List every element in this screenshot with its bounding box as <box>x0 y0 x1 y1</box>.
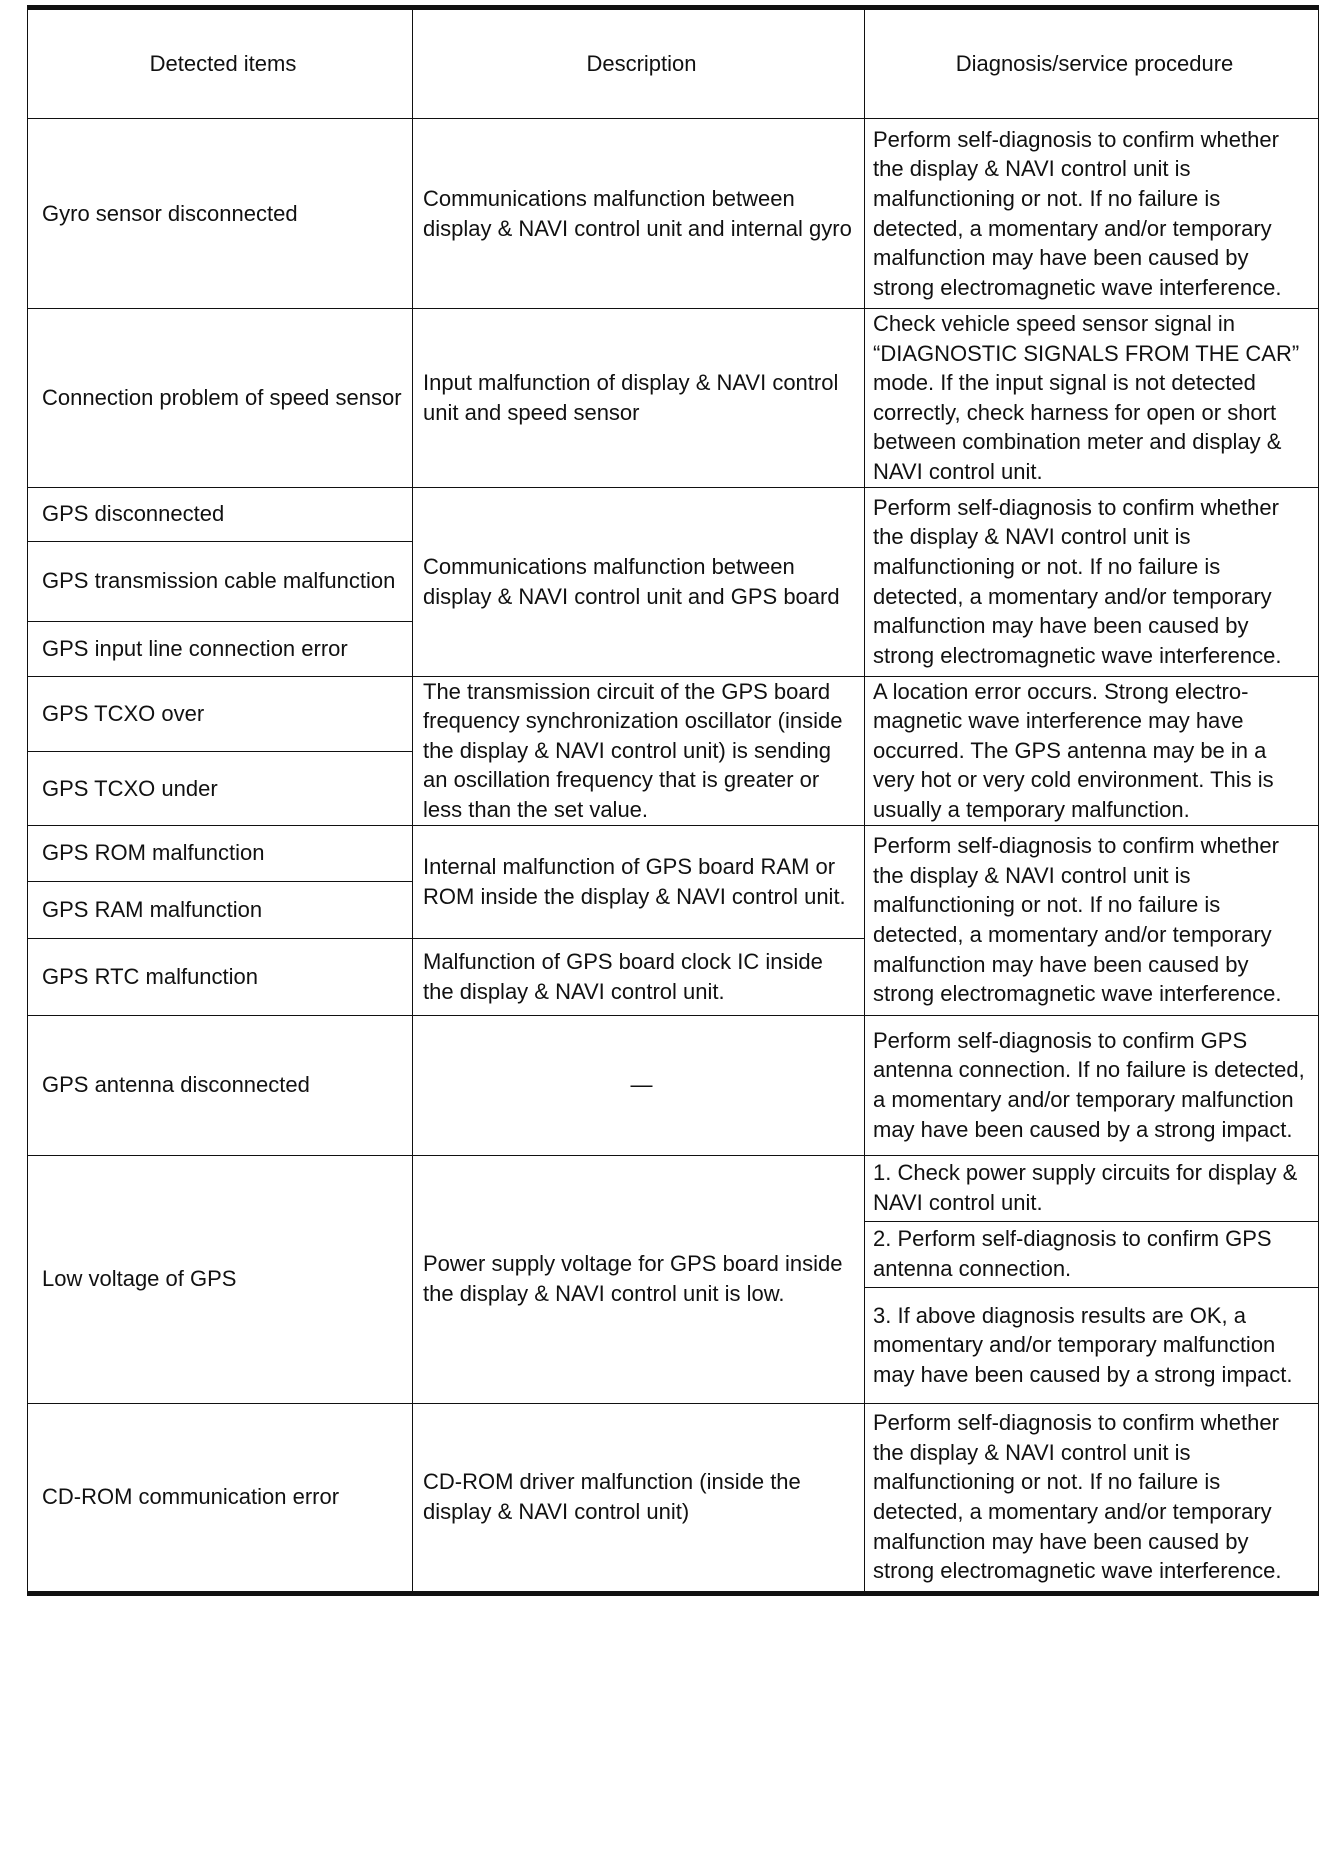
description-cell: Malfunction of GPS board clock IC inside the display & NAVI control unit. <box>413 938 865 1015</box>
detected-item: GPS disconnected <box>28 487 413 541</box>
description-cell: Input malfunction of display & NAVI control unit and speed sensor <box>413 309 865 488</box>
table-row <box>28 825 1319 881</box>
header-row <box>28 8 1319 119</box>
detected-item: CD-ROM communication error <box>28 1403 413 1593</box>
detected-item: Gyro sensor disconnected <box>28 119 413 309</box>
header-procedure: Diagnosis/service procedure <box>865 8 1319 119</box>
detected-item: GPS ROM malfunction <box>28 825 413 881</box>
description-cell: The transmission circuit of the GPS board frequency synchronization oscillator (inside the display & NAVI control unit) is sending an oscillation frequency that is greater or less than the set value. <box>413 676 865 825</box>
description-cell: CD-ROM driver malfunction (inside the display & NAVI control unit) <box>413 1403 865 1593</box>
detected-item: GPS antenna disconnected <box>28 1015 413 1155</box>
diagnosis-table-sheet <box>27 5 1318 1596</box>
table-row <box>28 119 1319 309</box>
diagnosis-table <box>27 5 1319 1596</box>
procedure-cell: Check vehicle speed sensor signal in “DIAGNOSTIC SIGNALS FROM THE CAR” mode. If the input signal is not detected correctly, check harness for open or short between combination meter and display & NAVI control unit. <box>865 309 1319 488</box>
detected-item: Low voltage of GPS <box>28 1155 413 1403</box>
procedure-cell: Perform self-diagnosis to confirm whether the display & NAVI control unit is malfunctioning or not. If no failure is detected, a momentary and/or temporary malfunction may have been caused by strong electromagnetic wave interference. <box>865 487 1319 676</box>
table-row <box>28 487 1319 541</box>
table-row <box>28 1155 1319 1221</box>
description-cell: Power supply voltage for GPS board inside the display & NAVI control unit is low. <box>413 1155 865 1403</box>
table-row <box>28 1015 1319 1155</box>
procedure-cell: A location error occurs. Strong electromagnetic wave interference may have occurred. The GPS antenna may be in a very hot or very cold environment. This is usually a temporary malfunction. <box>865 676 1319 825</box>
procedure-step: 1. Check power supply circuits for display & NAVI control unit. <box>865 1155 1319 1221</box>
description-cell: Internal malfunction of GPS board RAM or ROM inside the display & NAVI control unit. <box>413 825 865 938</box>
detected-item: GPS TCXO over <box>28 676 413 752</box>
table-row <box>28 309 1319 488</box>
header-detected-items: Detected items <box>28 8 413 119</box>
description-cell: Communications malfunction between display & NAVI control unit and GPS board <box>413 487 865 676</box>
procedure-cell: Perform self-diagnosis to confirm whether the display & NAVI control unit is malfunctioning or not. If no failure is detected, a momentary and/or temporary malfunction may have been caused by strong electromagnetic wave interference. <box>865 1403 1319 1593</box>
detected-item: GPS transmission cable malfunction <box>28 541 413 621</box>
procedure-cell: Perform self-diagnosis to confirm GPS antenna connection. If no failure is detected, a momentary and/or temporary malfunction may have been caused by a strong impact. <box>865 1015 1319 1155</box>
detected-item: Connection problem of speed sensor <box>28 309 413 488</box>
table-row <box>28 676 1319 752</box>
detected-item: GPS RAM malfunction <box>28 881 413 938</box>
description-cell: Communications malfunction between display & NAVI control unit and internal gyro <box>413 119 865 309</box>
detected-item: GPS input line connection error <box>28 621 413 676</box>
procedure-cell: Perform self-diagnosis to confirm whether the display & NAVI control unit is malfunctioning or not. If no failure is detected, a momentary and/or temporary malfunction may have been caused by strong electromagnetic wave interference. <box>865 119 1319 309</box>
header-description: Description <box>413 8 865 119</box>
detected-item: GPS RTC malfunction <box>28 938 413 1015</box>
procedure-cell: Perform self-diagnosis to confirm whether the display & NAVI control unit is malfunctioning or not. If no failure is detected, a momentary and/or temporary malfunction may have been caused by strong electromagnetic wave interference. <box>865 825 1319 1015</box>
detected-item: GPS TCXO under <box>28 752 413 825</box>
procedure-step: 2. Perform self-diagnosis to confirm GPS antenna connection. <box>865 1221 1319 1287</box>
description-cell: — <box>413 1015 865 1155</box>
table-row <box>28 1403 1319 1593</box>
procedure-step: 3. If above diagnosis results are OK, a momentary and/or temporary malfunction may have been caused by a strong impact. <box>865 1287 1319 1403</box>
